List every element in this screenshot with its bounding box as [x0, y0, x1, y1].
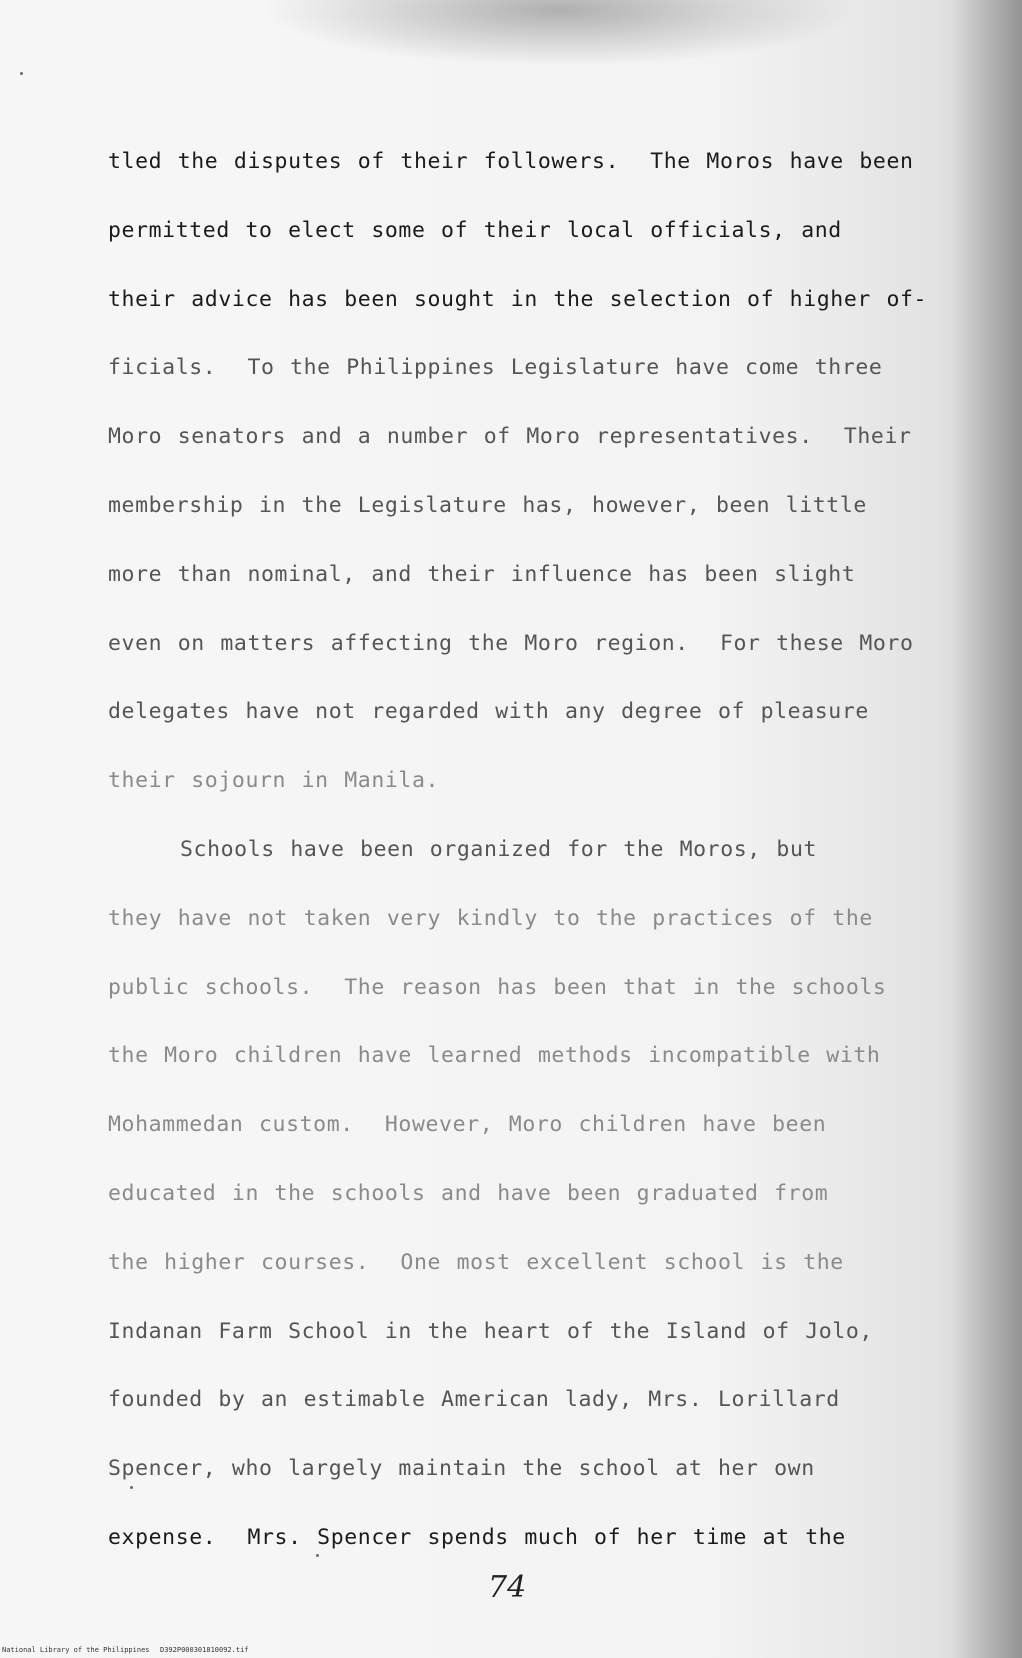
text-line: more than nominal, and their influence has been slight: [108, 561, 856, 587]
text-line: the Moro children have learned methods incompatible with: [108, 1043, 881, 1069]
text-line: educated in the schools and have been graduated from: [108, 1180, 829, 1206]
text-line: Spencer, who largely maintain the school at her own: [108, 1456, 815, 1482]
text-line: permitted to elect some of their local officials, and: [108, 217, 842, 243]
archive-footer-label: National Library of the Philippines: [2, 1646, 150, 1654]
text-line: ficials. To the Philippines Legislature have come three: [108, 355, 883, 381]
text-line: their sojourn in Manila.: [108, 768, 440, 794]
typed-text-body: [108, 128, 988, 1573]
text-line: they have not taken very kindly to the practices of the: [108, 905, 873, 931]
text-line: founded by an estimable American lady, Mrs. Lorillard: [108, 1387, 840, 1413]
text-line: the higher courses. One most excellent school is the: [108, 1249, 844, 1275]
text-line: expense. Mrs. Spencer spends much of her time at the: [108, 1524, 846, 1550]
archive-file-id: D392P000301810092.tif: [160, 1646, 249, 1654]
text-line: even on matters affecting the Moro region. For these Moro: [108, 630, 914, 656]
text-line: Moro senators and a number of Moro representatives. Their: [108, 424, 912, 450]
page-number: 74: [488, 1570, 527, 1605]
text-line: their advice has been sought in the selection of higher of-: [108, 286, 928, 312]
text-line: public schools. The reason has been that in the schools: [108, 974, 887, 1000]
text-line: Schools have been organized for the Moros, but: [180, 836, 818, 862]
text-line: membership in the Legislature has, however, been little: [108, 492, 867, 518]
text-line: tled the disputes of their followers. The Moros have been: [108, 149, 914, 174]
text-line: Indanan Farm School in the heart of the Island of Jolo,: [108, 1318, 873, 1344]
text-line: delegates have not regarded with any degree of pleasure: [108, 699, 869, 725]
scan-speck: [20, 72, 23, 75]
text-line: Mohammedan custom. However, Moro children have been: [108, 1112, 827, 1138]
